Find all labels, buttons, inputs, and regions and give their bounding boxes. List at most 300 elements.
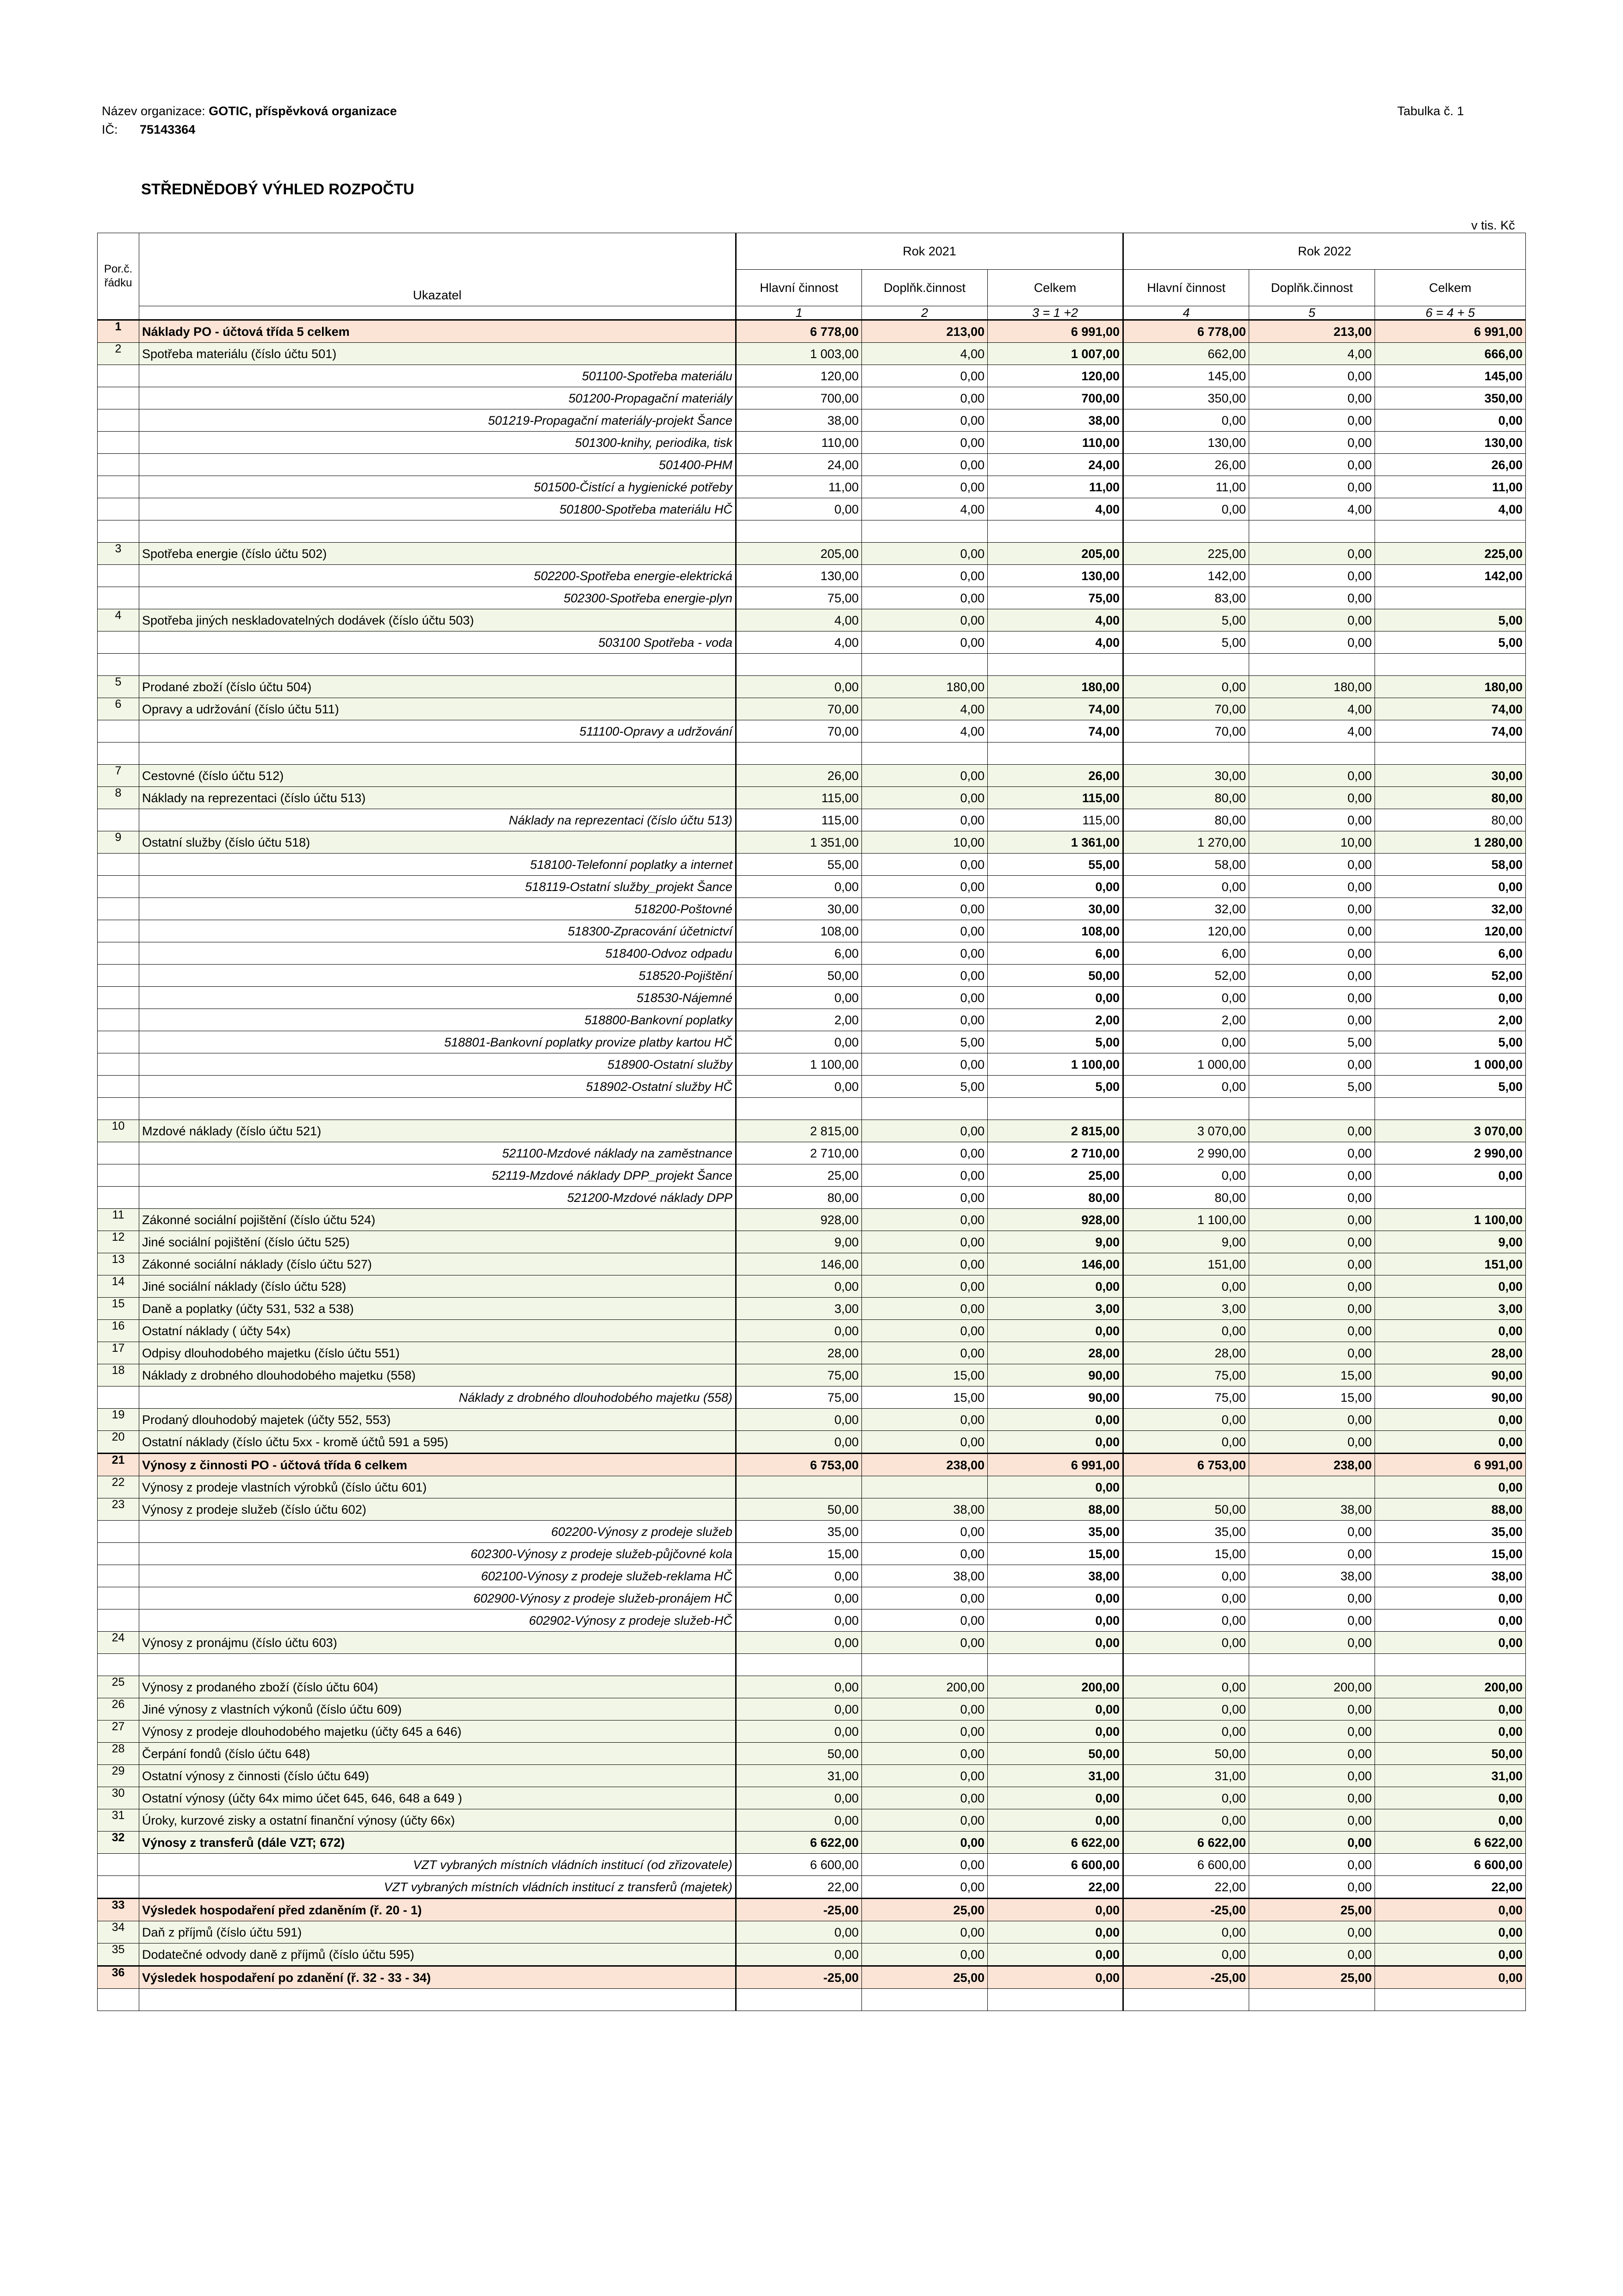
value-cell: 3,00 [1123, 1298, 1249, 1320]
value-cell: 180,00 [1249, 676, 1375, 698]
row-number [98, 1989, 139, 2011]
row-label: Prodané zboží (číslo účtu 504) [139, 676, 736, 698]
row-label: Ostatní služby (číslo účtu 518) [139, 831, 736, 854]
value-cell: 0,00 [988, 1720, 1123, 1743]
row-number: 24 [98, 1632, 139, 1654]
value-cell: 0,00 [1249, 1187, 1375, 1209]
row-number: 30 [98, 1787, 139, 1809]
value-cell: 25,00 [862, 1966, 988, 1989]
value-cell [862, 1476, 988, 1498]
table-row [98, 1809, 1526, 1832]
supp-activity-header-2: Doplňk.činnost [1249, 270, 1375, 306]
row-label: Mzdové náklady (číslo účtu 521) [139, 1120, 736, 1142]
value-cell: 0,00 [1123, 876, 1249, 898]
value-cell: 0,00 [1249, 1809, 1375, 1832]
value-cell: 4,00 [1249, 698, 1375, 720]
value-cell: 75,00 [1123, 1386, 1249, 1409]
table-row [98, 1609, 1526, 1632]
row-label: Výnosy z transferů (dále VZT; 672) [139, 1832, 736, 1854]
value-cell: 0,00 [1249, 965, 1375, 987]
row-label: 602200-Výnosy z prodeje služeb [139, 1521, 736, 1543]
value-cell [1249, 654, 1375, 676]
row-number: 18 [98, 1364, 139, 1386]
value-cell: 0,00 [1123, 1275, 1249, 1298]
value-cell [736, 1098, 862, 1120]
table-row [98, 1632, 1526, 1654]
value-cell: 0,00 [1249, 1921, 1375, 1943]
value-cell: 0,00 [736, 1031, 862, 1053]
value-cell: 0,00 [862, 587, 988, 609]
value-cell: 0,00 [862, 1298, 988, 1320]
value-cell: 0,00 [736, 1076, 862, 1098]
table-row [98, 609, 1526, 631]
row-label: 501100-Spotřeba materiálu [139, 365, 736, 387]
supp-activity-header: Doplňk.činnost [862, 270, 988, 306]
row-label: 521200-Mzdové náklady DPP [139, 1187, 736, 1209]
row-number: 16 [98, 1320, 139, 1342]
value-cell: -25,00 [1123, 1966, 1249, 1989]
value-cell: 0,00 [1249, 454, 1375, 476]
value-cell: 30,00 [988, 898, 1123, 920]
value-cell: 22,00 [736, 1876, 862, 1899]
value-cell: 2,00 [988, 1009, 1123, 1031]
value-cell: 0,00 [1123, 498, 1249, 520]
value-cell: 6,00 [988, 942, 1123, 965]
row-label: Daně a poplatky (účty 531, 532 a 538) [139, 1298, 736, 1320]
value-cell: 0,00 [1375, 1698, 1526, 1720]
row-label: 602100-Výnosy z prodeje služeb-reklama HČ [139, 1565, 736, 1587]
value-cell: 0,00 [862, 1943, 988, 1966]
value-cell: 0,00 [1249, 432, 1375, 454]
value-cell: 2,00 [1375, 1009, 1526, 1031]
row-number [98, 631, 139, 654]
row-label [139, 1098, 736, 1120]
value-cell: 6 600,00 [1123, 1854, 1249, 1876]
year2-header: Rok 2022 [1123, 233, 1526, 270]
value-cell [988, 1989, 1123, 2011]
row-number: 33 [98, 1899, 139, 1921]
value-cell: 0,00 [1123, 1431, 1249, 1454]
value-cell: 145,00 [1375, 365, 1526, 387]
row-label: Výnosy z činnosti PO - účtová třída 6 celkem [139, 1454, 736, 1476]
value-cell: 0,00 [862, 1743, 988, 1765]
value-cell: 0,00 [988, 1320, 1123, 1342]
value-cell: 0,00 [1123, 1720, 1249, 1743]
value-cell: 38,00 [1249, 1565, 1375, 1587]
value-cell: 50,00 [1375, 1743, 1526, 1765]
value-cell: 0,00 [736, 1720, 862, 1743]
table-row [98, 1899, 1526, 1921]
table-row [98, 498, 1526, 520]
row-label: Výnosy z pronájmu (číslo účtu 603) [139, 1632, 736, 1654]
value-cell: 0,00 [1249, 942, 1375, 965]
value-cell: 0,00 [736, 676, 862, 698]
value-cell: 6 778,00 [1123, 320, 1249, 343]
value-cell: 26,00 [1375, 454, 1526, 476]
value-cell: 0,00 [988, 1632, 1123, 1654]
value-cell: 0,00 [862, 454, 988, 476]
row-number [98, 1876, 139, 1899]
value-cell: 0,00 [862, 387, 988, 409]
row-label: 501500-Čistící a hygienické potřeby [139, 476, 736, 498]
table-row [98, 987, 1526, 1009]
table-row [98, 1275, 1526, 1298]
row-label: Čerpání fondů (číslo účtu 648) [139, 1743, 736, 1765]
value-cell: 10,00 [862, 831, 988, 854]
table-row [98, 942, 1526, 965]
total-header-2: Celkem [1375, 270, 1526, 306]
value-cell: 0,00 [1249, 1587, 1375, 1609]
value-cell: 0,00 [1249, 1209, 1375, 1231]
row-label: 518400-Odvoz odpadu [139, 942, 736, 965]
value-cell: 213,00 [1249, 320, 1375, 343]
value-cell: 75,00 [1123, 1364, 1249, 1386]
table-row [98, 831, 1526, 854]
value-cell: 2 710,00 [736, 1142, 862, 1164]
value-cell: 4,00 [862, 720, 988, 743]
value-cell: 0,00 [1249, 1053, 1375, 1076]
value-cell: 1 351,00 [736, 831, 862, 854]
row-number [98, 432, 139, 454]
row-label [139, 654, 736, 676]
value-cell: 50,00 [736, 1498, 862, 1521]
value-cell: 38,00 [988, 409, 1123, 432]
value-cell: 0,00 [736, 1676, 862, 1698]
value-cell: 5,00 [1249, 1076, 1375, 1098]
value-cell: 0,00 [1123, 1943, 1249, 1966]
value-cell: 0,00 [862, 1609, 988, 1632]
value-cell: 0,00 [862, 543, 988, 565]
value-cell: 0,00 [1249, 1142, 1375, 1164]
value-cell: 35,00 [988, 1521, 1123, 1543]
value-cell: 4,00 [988, 498, 1123, 520]
value-cell: 0,00 [988, 1809, 1123, 1832]
value-cell: 0,00 [862, 854, 988, 876]
value-cell: 4,00 [1249, 720, 1375, 743]
value-cell: 15,00 [1249, 1386, 1375, 1409]
value-cell: 0,00 [1123, 1698, 1249, 1720]
value-cell: 75,00 [736, 1364, 862, 1386]
row-label: 518200-Poštovné [139, 898, 736, 920]
value-cell: 180,00 [988, 676, 1123, 698]
row-number: 12 [98, 1231, 139, 1253]
table-row [98, 387, 1526, 409]
value-cell: 350,00 [1123, 387, 1249, 409]
value-cell: 26,00 [736, 765, 862, 787]
value-cell: 0,00 [736, 498, 862, 520]
value-cell: 0,00 [736, 987, 862, 1009]
table-row [98, 1164, 1526, 1187]
table-row [98, 1698, 1526, 1720]
table-row [98, 1921, 1526, 1943]
row-label: Opravy a udržování (číslo účtu 511) [139, 698, 736, 720]
value-cell: 225,00 [1123, 543, 1249, 565]
value-cell: 83,00 [1123, 587, 1249, 609]
row-label: Jiné sociální pojištění (číslo účtu 525) [139, 1231, 736, 1253]
value-cell: 32,00 [1123, 898, 1249, 920]
table-row [98, 1543, 1526, 1565]
row-number: 21 [98, 1454, 139, 1476]
row-number [98, 454, 139, 476]
value-cell: 0,00 [736, 1409, 862, 1431]
row-number: 10 [98, 1120, 139, 1142]
table-row [98, 543, 1526, 565]
value-cell: 6 991,00 [1375, 1454, 1526, 1476]
table-row [98, 1142, 1526, 1164]
value-cell: 1 003,00 [736, 343, 862, 365]
value-cell: 0,00 [1249, 987, 1375, 1009]
value-cell [1123, 1476, 1249, 1498]
value-cell: 74,00 [1375, 720, 1526, 743]
value-cell: 0,00 [1249, 854, 1375, 876]
value-cell: 15,00 [862, 1364, 988, 1386]
value-cell: 28,00 [736, 1342, 862, 1364]
header-row-index [98, 306, 1526, 320]
value-cell: 24,00 [988, 454, 1123, 476]
value-cell: 0,00 [1123, 1632, 1249, 1654]
value-cell [1249, 1989, 1375, 2011]
value-cell: 28,00 [1123, 1342, 1249, 1364]
value-cell: 0,00 [1249, 1253, 1375, 1275]
value-cell: 74,00 [988, 698, 1123, 720]
row-label: 502300-Spotřeba energie-plyn [139, 587, 736, 609]
value-cell: 88,00 [988, 1498, 1123, 1521]
value-cell: 0,00 [1249, 1943, 1375, 1966]
table-row [98, 1409, 1526, 1431]
value-cell: 662,00 [1123, 343, 1249, 365]
value-cell: 0,00 [862, 1832, 988, 1854]
table-row [98, 1765, 1526, 1787]
unit-label: v tis. Kč [1471, 218, 1515, 232]
value-cell: 55,00 [736, 854, 862, 876]
value-cell: 0,00 [862, 1921, 988, 1943]
row-label: Náklady z drobného dlouhodobého majetku (558) [139, 1386, 736, 1409]
value-cell: 0,00 [862, 565, 988, 587]
row-label: VZT vybraných místních vládních institucí (od zřizovatele) [139, 1854, 736, 1876]
value-cell: 110,00 [988, 432, 1123, 454]
value-cell: 0,00 [988, 1275, 1123, 1298]
value-cell: 130,00 [988, 565, 1123, 587]
row-number [98, 1521, 139, 1543]
ic-label: IČ: [102, 123, 118, 136]
row-label: 602900-Výnosy z prodeje služeb-pronájem HČ [139, 1587, 736, 1609]
row-number [98, 898, 139, 920]
table-row [98, 854, 1526, 876]
value-cell: 26,00 [1123, 454, 1249, 476]
value-cell: 108,00 [736, 920, 862, 942]
row-number [98, 854, 139, 876]
value-cell: 6 622,00 [988, 1832, 1123, 1854]
table-number: Tabulka č. 1 [1397, 104, 1464, 118]
value-cell: 4,00 [988, 631, 1123, 654]
value-cell: 238,00 [862, 1454, 988, 1476]
value-cell: 180,00 [1375, 676, 1526, 698]
value-cell: 5,00 [1123, 609, 1249, 631]
value-cell: 15,00 [1249, 1364, 1375, 1386]
value-cell: 0,00 [1249, 765, 1375, 787]
row-number [98, 1098, 139, 1120]
row-number: 20 [98, 1431, 139, 1454]
value-cell: 0,00 [736, 1565, 862, 1587]
value-cell: 700,00 [988, 387, 1123, 409]
value-cell: 58,00 [1375, 854, 1526, 876]
table-row [98, 743, 1526, 765]
table-row [98, 1854, 1526, 1876]
value-cell [988, 1654, 1123, 1676]
row-number [98, 520, 139, 543]
value-cell: 0,00 [1123, 1031, 1249, 1053]
value-cell: 0,00 [1123, 1676, 1249, 1698]
table-row [98, 476, 1526, 498]
value-cell: 35,00 [736, 1521, 862, 1543]
value-cell: 0,00 [988, 876, 1123, 898]
value-cell: 5,00 [1249, 1031, 1375, 1053]
value-cell: 28,00 [988, 1342, 1123, 1364]
value-cell: 80,00 [1375, 787, 1526, 809]
row-label: 52119-Mzdové náklady DPP_projekt Šance [139, 1164, 736, 1187]
row-number [98, 809, 139, 831]
value-cell: 31,00 [1123, 1765, 1249, 1787]
value-cell: 1 100,00 [1123, 1209, 1249, 1231]
value-cell: 6 622,00 [736, 1832, 862, 1854]
value-cell: 6,00 [1123, 942, 1249, 965]
value-cell: 28,00 [1375, 1342, 1526, 1364]
row-number [98, 387, 139, 409]
value-cell [736, 654, 862, 676]
row-label: 501300-knihy, periodika, tisk [139, 432, 736, 454]
value-cell: 50,00 [1123, 1743, 1249, 1765]
value-cell: 0,00 [1375, 1275, 1526, 1298]
value-cell: 5,00 [1123, 631, 1249, 654]
value-cell: 0,00 [862, 1431, 988, 1454]
value-cell: 6 991,00 [988, 320, 1123, 343]
row-label [139, 1654, 736, 1676]
table-row [98, 1120, 1526, 1142]
value-cell: 130,00 [736, 565, 862, 587]
row-number [98, 1854, 139, 1876]
value-cell: 70,00 [736, 720, 862, 743]
main-activity-header-2: Hlavní činnost [1123, 270, 1249, 306]
value-cell: 0,00 [1249, 1164, 1375, 1187]
row-label: 602902-Výnosy z prodeje služeb-HČ [139, 1609, 736, 1632]
row-label: 518119-Ostatní služby_projekt Šance [139, 876, 736, 898]
value-cell: 26,00 [988, 765, 1123, 787]
value-cell: 4,00 [988, 609, 1123, 631]
value-cell: 25,00 [988, 1164, 1123, 1187]
row-number: 23 [98, 1498, 139, 1521]
value-cell: 5,00 [1375, 609, 1526, 631]
value-cell: 32,00 [1375, 898, 1526, 920]
table-row [98, 1966, 1526, 1989]
table-row [98, 1076, 1526, 1098]
col-index-4: 4 [1123, 306, 1249, 320]
value-cell: 35,00 [1375, 1521, 1526, 1543]
value-cell: 30,00 [736, 898, 862, 920]
value-cell: 225,00 [1375, 543, 1526, 565]
value-cell: 0,00 [1123, 1609, 1249, 1632]
value-cell: 120,00 [1375, 920, 1526, 942]
value-cell: 0,00 [1123, 1320, 1249, 1342]
row-number [98, 1031, 139, 1053]
value-cell: 0,00 [736, 1320, 862, 1342]
value-cell: 0,00 [862, 942, 988, 965]
row-number [98, 476, 139, 498]
value-cell: 115,00 [988, 809, 1123, 831]
row-number [98, 920, 139, 942]
table-row [98, 654, 1526, 676]
value-cell: 0,00 [1375, 1943, 1526, 1966]
value-cell: 0,00 [1249, 587, 1375, 609]
value-cell: 25,00 [1249, 1899, 1375, 1921]
value-cell: 0,00 [1249, 1298, 1375, 1320]
value-cell: 0,00 [862, 1142, 988, 1164]
value-cell: 6 991,00 [988, 1454, 1123, 1476]
table-row [98, 631, 1526, 654]
value-cell: 0,00 [1249, 1832, 1375, 1854]
row-no-header: Por.č. řádku [98, 233, 139, 320]
value-cell: 0,00 [1375, 1809, 1526, 1832]
value-cell [736, 1476, 862, 1498]
value-cell: 15,00 [988, 1543, 1123, 1565]
value-cell: 0,00 [862, 1409, 988, 1431]
row-number [98, 1609, 139, 1632]
row-label: 501400-PHM [139, 454, 736, 476]
value-cell: 5,00 [988, 1076, 1123, 1098]
row-number: 7 [98, 765, 139, 787]
value-cell: 0,00 [862, 409, 988, 432]
value-cell: 10,00 [1249, 831, 1375, 854]
value-cell: 15,00 [736, 1543, 862, 1565]
value-cell: 0,00 [862, 1632, 988, 1654]
value-cell: 5,00 [1375, 1031, 1526, 1053]
value-cell: 0,00 [736, 1787, 862, 1809]
table-row [98, 432, 1526, 454]
value-cell: 0,00 [1249, 1743, 1375, 1765]
value-cell [1375, 1187, 1526, 1209]
value-cell: 145,00 [1123, 365, 1249, 387]
value-cell: 0,00 [1249, 1698, 1375, 1720]
value-cell: 31,00 [988, 1765, 1123, 1787]
value-cell [736, 520, 862, 543]
value-cell: 0,00 [1249, 1275, 1375, 1298]
row-number [98, 654, 139, 676]
value-cell: 9,00 [988, 1231, 1123, 1253]
row-number: 25 [98, 1676, 139, 1698]
value-cell: 9,00 [736, 1231, 862, 1253]
row-number: 29 [98, 1765, 139, 1787]
value-cell: 205,00 [736, 543, 862, 565]
value-cell: 58,00 [1123, 854, 1249, 876]
row-label: Spotřeba energie (číslo účtu 502) [139, 543, 736, 565]
value-cell: 6 622,00 [1123, 1832, 1249, 1854]
value-cell: 0,00 [1249, 387, 1375, 409]
row-number [98, 1565, 139, 1587]
value-cell: 0,00 [736, 1431, 862, 1454]
value-cell: 50,00 [988, 965, 1123, 987]
value-cell: 0,00 [862, 1209, 988, 1231]
row-label: 518902-Ostatní služby HČ [139, 1076, 736, 1098]
row-label: Ostatní náklady (číslo účtu 5xx - kromě účtů 591 a 595) [139, 1431, 736, 1454]
row-label: VZT vybraných místních vládních institucí z transferů (majetek) [139, 1876, 736, 1899]
value-cell: 90,00 [988, 1386, 1123, 1409]
value-cell: 80,00 [988, 1187, 1123, 1209]
table-row [98, 1009, 1526, 1031]
value-cell: 0,00 [862, 1342, 988, 1364]
table-row [98, 1654, 1526, 1676]
value-cell: 0,00 [1249, 1431, 1375, 1454]
row-label [139, 1989, 736, 2011]
value-cell: 213,00 [862, 320, 988, 343]
